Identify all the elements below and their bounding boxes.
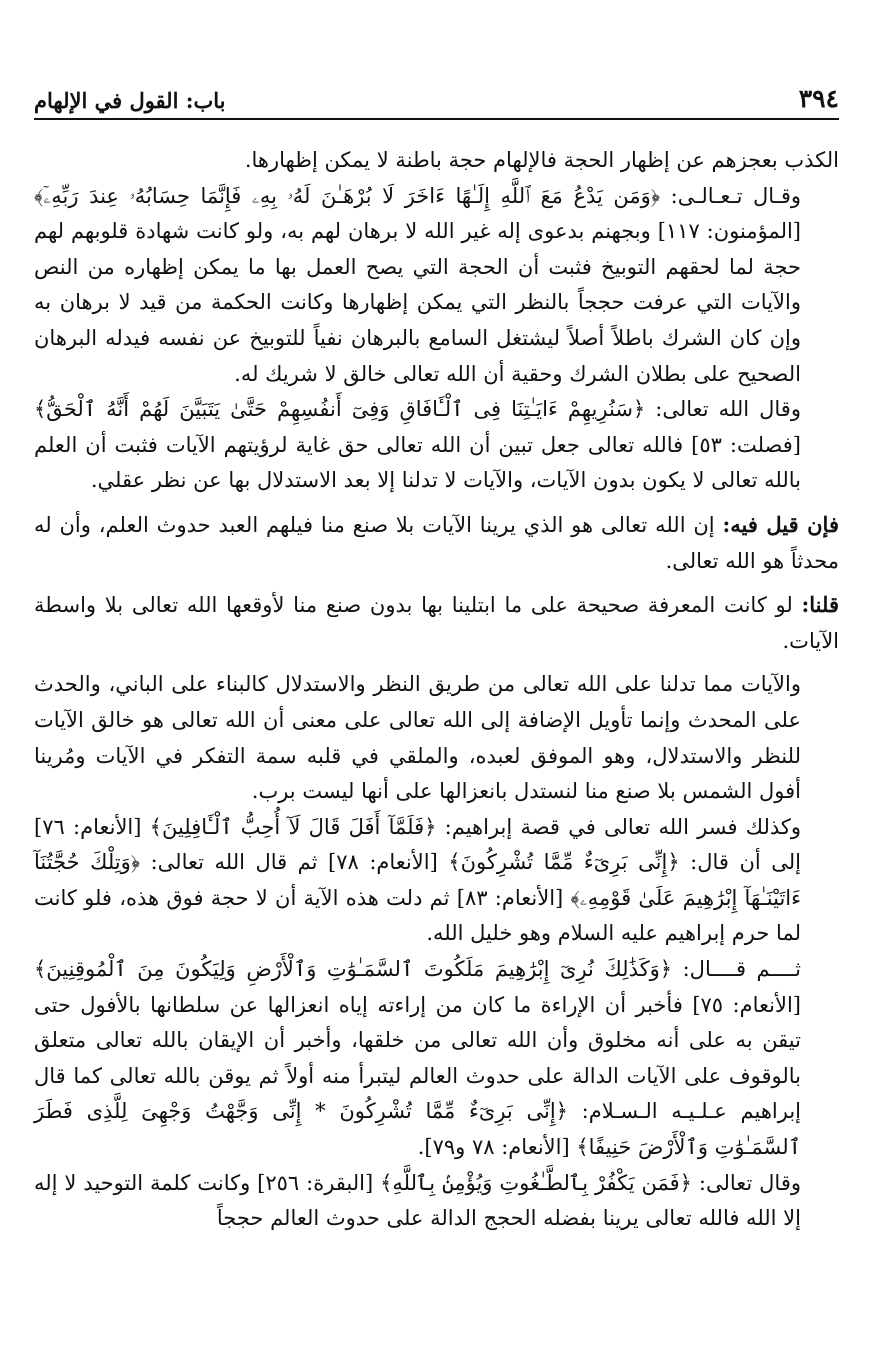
page-header (34, 84, 839, 120)
paragraph-6 (34, 667, 839, 809)
running-title: باب: القول في الإلهام (34, 88, 226, 113)
paragraph-2 (34, 179, 839, 393)
paragraph-7 (34, 810, 839, 952)
paragraph-text: ثــــم قــــال: ﴿وَكَذَٰلِكَ نُرِىٓ إِبْرَٰهِيمَ مَلَكُوتَ ٱلسَّمَـٰوَٰتِ وَٱلْأَرْضِ وَلِيَكُونَ مِنَ ٱلْمُوقِنِينَ﴾ [الأنعام: ٧٥] فأخبر أن الإراءة ما كان من إراءته إياه انعزالها عن سلطانها بالأفول حتى تيقن به على أنه مخلوق وأن الله تعالى من خلقها، وأخبر أن الإيقان بالله تعالى متعلق بالوقوف على الآيات الدالة على حدوث العالم ليتبرأ منه أولاً ثم يوقن بالله تعالى كما قال إبراهيم عـلـيـه الـسـلام: ﴿إِنِّى بَرِىٓءٌ مِّمَّا تُشْرِكُونَ * إِنِّى وَجَّهْتُ وَجْهِىَ لِلَّذِى فَطَرَ ٱلسَّمَـٰوَٰتِ وَٱلْأَرْضَ حَنِيفًا﴾ [الأنعام: ٧٨ و٧٩]. (34, 957, 801, 1160)
paragraph-lead: فإن قيل فيه: (722, 511, 839, 537)
paragraph-text: إن الله تعالى هو الذي يرينا الآيات بلا صنع منا فيلهم العبد حدوث العلم، وأن له محدثاً هو الله تعالى. (34, 512, 839, 573)
paragraph-text: لو كانت المعرفة صحيحة على ما ابتلينا بها بدون صنع منا لأوقعها الله تعالى بلا واسطة الآيات. (34, 593, 839, 653)
paragraph-text: وقال الله تعالى: ﴿سَنُرِيهِمْ ءَايَـٰتِنَا فِى ٱلْـَٔافَاقِ وَفِىٓ أَنفُسِهِمْ حَتَّىٰ يَتَبَيَّنَ لَهُمْ أَنَّهُ ٱلْحَقُّ﴾ [فصلت: ٥٣] فالله تعالى جعل تبين أن الله تعالى حق غاية لرؤيتهم الآيات فثبت أن العلم بالله تعالى لا يكون بدون الآيات، والآيات لا تدلنا إلا بعد الاستدلال بها عن نظر عقلي. (34, 397, 801, 493)
paragraph-text: وقـال تـعـالـى: ﴿وَمَن يَدْعُ مَعَ ٱللَّهِ إِلَـٰهًا ءَاخَرَ لَا بُرْهَـٰنَ لَهُۥ بِهِۦ فَإِنَّمَا حِسَابُهُۥ عِندَ رَبِّهِۦٓ﴾ [المؤمنون: ١١٧] وبجهنم بدعوى إله غير الله لا برهان لهم به، ولو كانت شهادة قلوبهم لهم حجة لما لحقهم التوبيخ فثبت أن الحجة التي يصح العمل بها ما يمكن إظهاره من النص والآيات التي عرفت حججاً بالنظر التي يمكن إظهارها وكانت الحكمة من قيد لا برهان به وإن كان الشرك باطلاً أصلاً ليشتغل السامع بالبرهان نفياً للتوبيخ عن نفسه فيدله البرهان الصحيح على بطلان الشرك وحقية أن الله تعالى خالق لا شريك له. (34, 183, 801, 386)
page-number: ٣٩٤ (798, 84, 839, 113)
paragraph-text: وكذلك فسر الله تعالى في قصة إبراهيم: ﴿فَلَمَّآ أَفَلَ قَالَ لَآ أُحِبُّ ٱلْـَٔافِلِينَ﴾ [الأنعام: ٧٦] إلى أن قال: ﴿إِنِّى بَرِىٓءٌ مِّمَّا تُشْرِكُونَ﴾ [الأنعام: ٧٨] ثم قال الله تعالى: ﴿وَتِلْكَ حُجَّتُنَآ ءَاتَيْنَـٰهَآ إِبْرَٰهِيمَ عَلَىٰ قَوْمِهِۦ﴾ [الأنعام: ٨٣] ثم دلت هذه الآية أن لا حجة فوق هذه، فلو كانت لما حرم إبراهيم عليه السلام وهو خليل الله. (34, 814, 801, 946)
paragraph-8 (34, 952, 839, 1166)
paragraph-text: وقال تعالى: ﴿فَمَن يَكْفُرْ بِٱلطَّـٰغُوتِ وَيُؤْمِنۢ بِٱللَّهِ﴾ [البقرة: ٢٥٦] وكانت كلمة التوحيد لا إله إلا الله فالله تعالى يرينا بفضله الحجج الدالة على حدوث العالم حججاً (34, 1170, 802, 1231)
paragraph-3 (34, 392, 839, 499)
paragraph-9 (34, 1166, 839, 1237)
paragraph-text: الكذب بعجزهم عن إظهار الحجة فالإلهام حجة باطنة لا يمكن إظهارها. (244, 148, 839, 172)
paragraph-1 (34, 143, 839, 179)
page-body (34, 143, 839, 1237)
paragraph-text: والآيات مما تدلنا على الله تعالى من طريق النظر والاستدلال كالبناء على الباني، والحدث على المحدث وإنما تأويل الإضافة إلى الله تعالى على معنى أن الله تعالى هو خالق الآيات للنظر والاستدلال، وهو الموفق لعبده، والملقي في قلبه سمة التفكر في الآيات ومُرينا أفول الشمس بلا صنع منا لنستدل بانعزالها على أنها ليست برب. (34, 672, 802, 804)
paragraph-4 (34, 507, 839, 579)
paragraph-lead: قلنا: (801, 592, 839, 618)
paragraph-5 (34, 587, 839, 659)
